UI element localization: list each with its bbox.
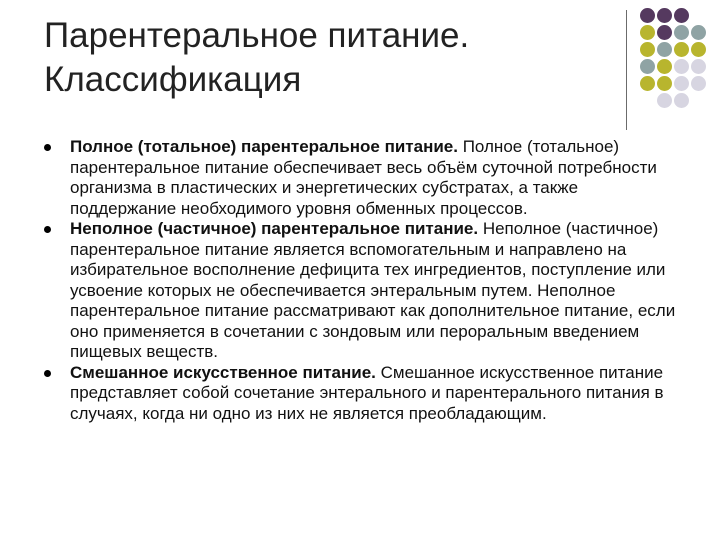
list-item [44, 137, 684, 219]
decorative-dot [674, 25, 689, 40]
bullet-icon [44, 370, 51, 377]
decorative-dot [674, 76, 689, 91]
decorative-dot [640, 93, 655, 108]
slide-title [44, 14, 604, 102]
decorative-dot [640, 42, 655, 57]
decorative-dot [657, 8, 672, 23]
item-body: Смешанное искусственное питание представляет собой сочетание энтерального и парентерального питания в случаях, когда ни одно из них не является преобладающим. [70, 362, 664, 423]
decorative-dot [640, 59, 655, 74]
bullet-icon [44, 144, 51, 151]
decorative-dot [640, 76, 655, 91]
decorative-dot [640, 8, 655, 23]
decorative-dot [674, 59, 689, 74]
item-heading: Неполное (частичное) парентеральное питание. [70, 219, 479, 238]
slide-title-line-2: Классификация [44, 60, 302, 99]
decorative-dot [691, 42, 706, 57]
item-body: Неполное (частичное) парентеральное питание является вспомогательным и направлено на избирательное восполнение дефицита тех ингредиентов, поступление или усвоение которых не обеспечивается энтеральным путем. Неполное парентеральное питание рассматривают как дополнительное питание, если оно применяется в сочетании с зондовым или пероральным введением пищевых веществ. [70, 219, 676, 361]
decorative-dot [674, 8, 689, 23]
list-item [44, 363, 684, 425]
item-heading: Полное (тотальное) парентеральное питание. [70, 137, 458, 156]
item-heading: Смешанное искусственное питание. [70, 362, 376, 382]
decorative-dot [657, 42, 672, 57]
bullet-icon [44, 226, 51, 233]
divider-line [626, 10, 627, 130]
decorative-dot [691, 25, 706, 40]
decorative-dot [657, 25, 672, 40]
decorative-dot [691, 93, 706, 108]
decorative-dot [691, 8, 706, 23]
decorative-dot [674, 93, 689, 108]
decorative-dot [640, 25, 655, 40]
decorative-dot [674, 42, 689, 57]
decorative-dot [657, 76, 672, 91]
decorative-dot [657, 93, 672, 108]
decorative-dot [691, 59, 706, 74]
slide-title-line-1: Парентеральное питание. [44, 16, 470, 55]
decorative-dot [657, 59, 672, 74]
decorative-dot [691, 76, 706, 91]
decorative-dot-grid [640, 8, 706, 108]
list-item [44, 219, 684, 363]
item-body: Полное (тотальное) парентеральное питание обеспечивает весь объём суточной потребности организма в пластических и энергетических субстратах, а также поддержание необходимого уровня обменных процессов. [70, 137, 657, 218]
bullet-list [44, 137, 684, 424]
